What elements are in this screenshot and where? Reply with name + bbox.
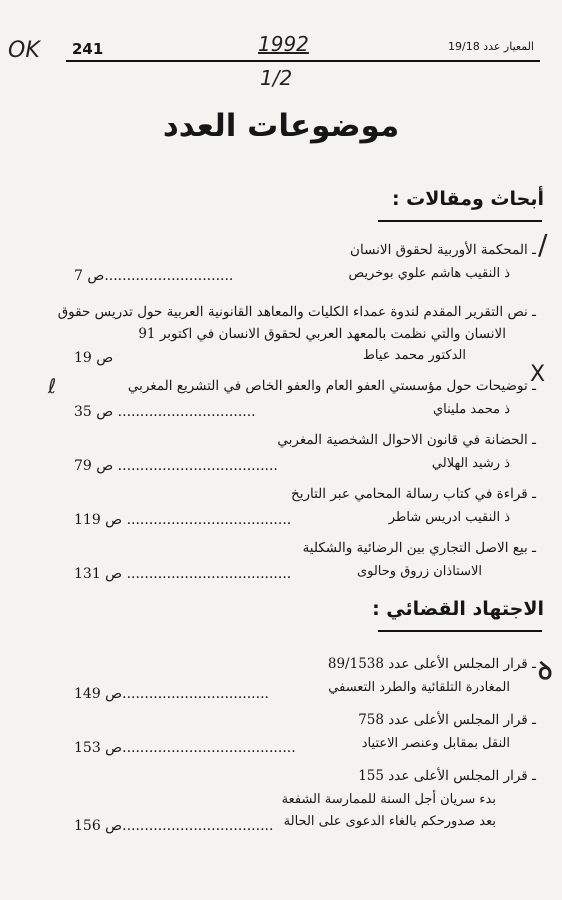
toc-item-title: ـ بيع الاصل التجاري بين الرضائية والشكلية [302,540,536,556]
toc-item-page: ص 131 ..................................... [74,566,292,582]
toc-item-page: ص 149................................. [74,686,269,702]
handwritten-fraction-note: 1/2 [260,66,293,90]
page-title: موضوعات العدد [162,108,400,144]
toc-item-page: ص 153....................................... [74,740,296,756]
toc-item-title: ـ توضيحات حول مؤسستي العفو العام والعفو الخاص في التشريع المغربي [127,378,536,394]
toc-item-title: ـ نص التقرير المقدم لندوة عمداء الكليات والمعاهد القانونية العربية حول تدريس حقوق [57,304,536,320]
handwritten-ok-note: OK [8,38,40,63]
issue-label: المعيار عدد 19/18 [448,40,534,53]
toc-item-title: ـ المحكمة الأوربية لحقوق الانسان [350,242,536,258]
toc-item-page: ص 19 [74,350,114,366]
toc-item-author: الاستاذان زروق وحالوى [356,564,482,579]
toc-item-author: ذ محمد مليناي [433,402,510,417]
toc-item-subtitle: المغادرة التلقائية والطرد التعسفي [328,680,510,695]
toc-item-page: ص 7............................. [74,268,234,284]
toc-item-subtitle: بعد صدورحكم بالغاء الدعوى على الحالة [283,814,496,829]
handwritten-x-mark: X [530,362,546,387]
page-number: 241 [72,40,104,58]
toc-item-title: ـ قرار المجلس الأعلى عدد 758 [358,712,536,728]
toc-item-page: ص 35 ............................... [74,404,256,420]
toc-item-title: ـ قرار المجلس الأعلى عدد 89/1538 [327,656,536,672]
section-heading-research: أبحاث ومقالات : [391,188,544,210]
toc-item-author: ذ رشيد الهلالي [431,456,510,471]
toc-item-page: ص 79 .................................... [74,458,278,474]
toc-item-title: ـ قراءة في كتاب رسالة المحامي عبر التاريخ [291,486,536,502]
handwritten-slash-mark: / [538,228,548,261]
section-heading-jurisprudence: الاجتهاد القضائي : [372,598,544,620]
toc-item-author: ذ النقيب هاشم علوي بوخريص [348,266,510,281]
toc-item-author: الدكتور محمد عياط [362,348,466,363]
toc-item-page: ص 156.................................. [74,818,274,834]
handwritten-scribble-mark: ℓ [48,374,57,398]
toc-item-author: ذ النقيب ادريس شاطر [388,510,510,525]
section-heading-underline [378,220,542,222]
toc-item-page: ص 119 ..................................... [74,512,292,528]
toc-item-title: ـ الحضانة في قانون الاحوال الشخصية المغربي [277,432,536,448]
toc-item-title: الانسان والتي نظمت بالمعهد العربي لحقوق الانسان في اكتوبر 91 [138,326,506,342]
toc-item-subtitle: بدء سريان أجل السنة للممارسة الشفعة [281,792,496,807]
handwritten-year-note: 1992 [258,32,309,56]
toc-item-title: ـ قرار المجلس الأعلى عدد 155 [358,768,536,784]
section-heading-underline [378,630,542,632]
header-rule [66,60,540,62]
toc-item-subtitle: النقل بمقابل وعنصر الاعتياد [361,736,510,751]
handwritten-bracket-mark: ꝺ [538,657,553,685]
